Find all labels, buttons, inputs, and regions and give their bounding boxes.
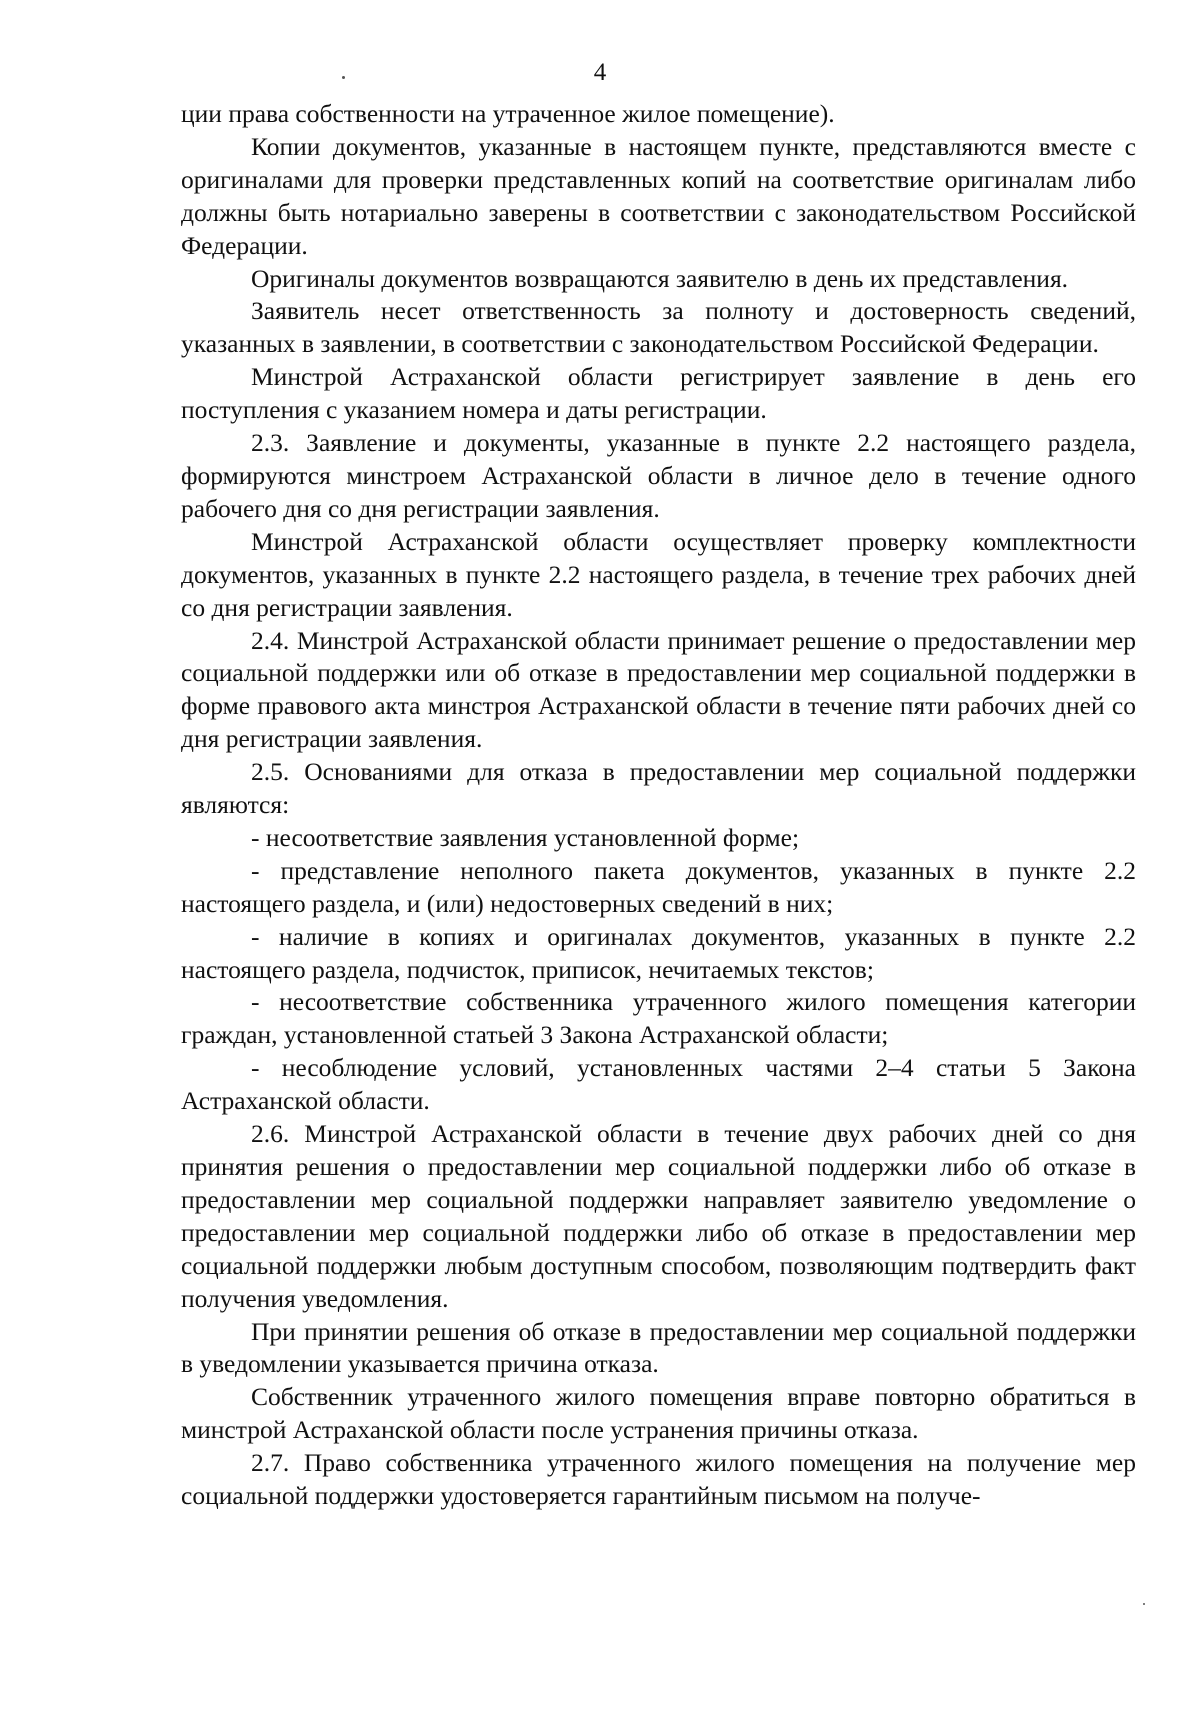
list-item: - несоблюдение условий, установленных частями 2–4 статьи 5 Закона Астраханской области. [181, 1053, 1136, 1116]
paragraph: Минстрой Астраханской области регистрирует заявление в день его поступления с указанием номера и даты регистрации. [181, 362, 1136, 425]
paragraph-clause-2-5: 2.5. Основаниями для отказа в предоставлении мер социальной поддержки являются: [181, 757, 1136, 820]
paragraph-clause-2-3: 2.3. Заявление и документы, указанные в пункте 2.2 настоящего раздела, формируются минстроем Астраханской области в личное дело в течение одного рабочего дня со дня регистрации заявления. [181, 428, 1136, 523]
paragraph: Минстрой Астраханской области осуществляет проверку комплектности документов, указанных в пункте 2.2 настоящего раздела, в течение трех рабочих дней со дня регистрации заявления. [181, 526, 1136, 622]
list-item: - несоответствие заявления установленной форме; [251, 822, 800, 852]
document-body [181, 98, 1136, 1513]
paragraph-clause-2-6: 2.6. Минстрой Астраханской области в течение двух рабочих дней со дня принятия решения о предоставлении мер социальной поддержки либо об отказе в предоставлении мер социальной поддержки направляет заявителю уведомление о предоставлении мер социальной поддержки либо об отказе в предоставлении мер социальной поддержки любым доступным способом, позволяющим подтвердить факт получения уведомления. [181, 1119, 1136, 1313]
page-number: 4 [593, 59, 607, 86]
scan-speck [1143, 1603, 1145, 1605]
paragraph-clause-2-7: 2.7. Право собственника утраченного жилого помещения на получение мер социальной поддержки удостоверяется гарантийным письмом на получе- [181, 1448, 1136, 1511]
paragraph-clause-2-4: 2.4. Минстрой Астраханской области принимает решение о предоставлении мер социальной поддержки или об отказе в предоставлении мер социальной поддержки в форме правового акта минстроя Астраханской области в течение пяти рабочих дней со дня регистрации заявления. [181, 625, 1136, 754]
paragraph: Копии документов, указанные в настоящем пункте, представляются вместе с оригиналами для проверки представленных копий на соответствие оригиналам либо должны быть нотариально заверены в соответствии с законодательством Российской Федерации. [181, 131, 1136, 260]
list-item: - представление неполного пакета документов, указанных в пункте 2.2 настоящего раздела, и (или) недостоверных сведений в них; [181, 855, 1136, 918]
paragraph: Заявитель несет ответственность за полноту и достоверность сведений, указанных в заявлении, в соответствии с законодательством Российской Федерации. [181, 296, 1136, 359]
paragraph-continuation: ции права собственности на утраченное жилое помещение). [181, 99, 835, 128]
paragraph: Оригиналы документов возвращаются заявителю в день их представления. [251, 263, 1069, 293]
list-item: - наличие в копиях и оригиналах документов, указанных в пункте 2.2 настоящего раздела, подчисток, приписок, нечитаемых текстов; [181, 921, 1136, 984]
paragraph: Собственник утраченного жилого помещения вправе повторно обратиться в минстрой Астраханской области после устранения причины отказа. [181, 1382, 1136, 1445]
list-item: - несоответствие собственника утраченного жилого помещения категории граждан, установленной статьей 3 Закона Астраханской области; [181, 987, 1136, 1050]
paragraph: При принятии решения об отказе в предоставлении мер социальной поддержки в уведомлении указывается причина отказа. [181, 1316, 1136, 1379]
